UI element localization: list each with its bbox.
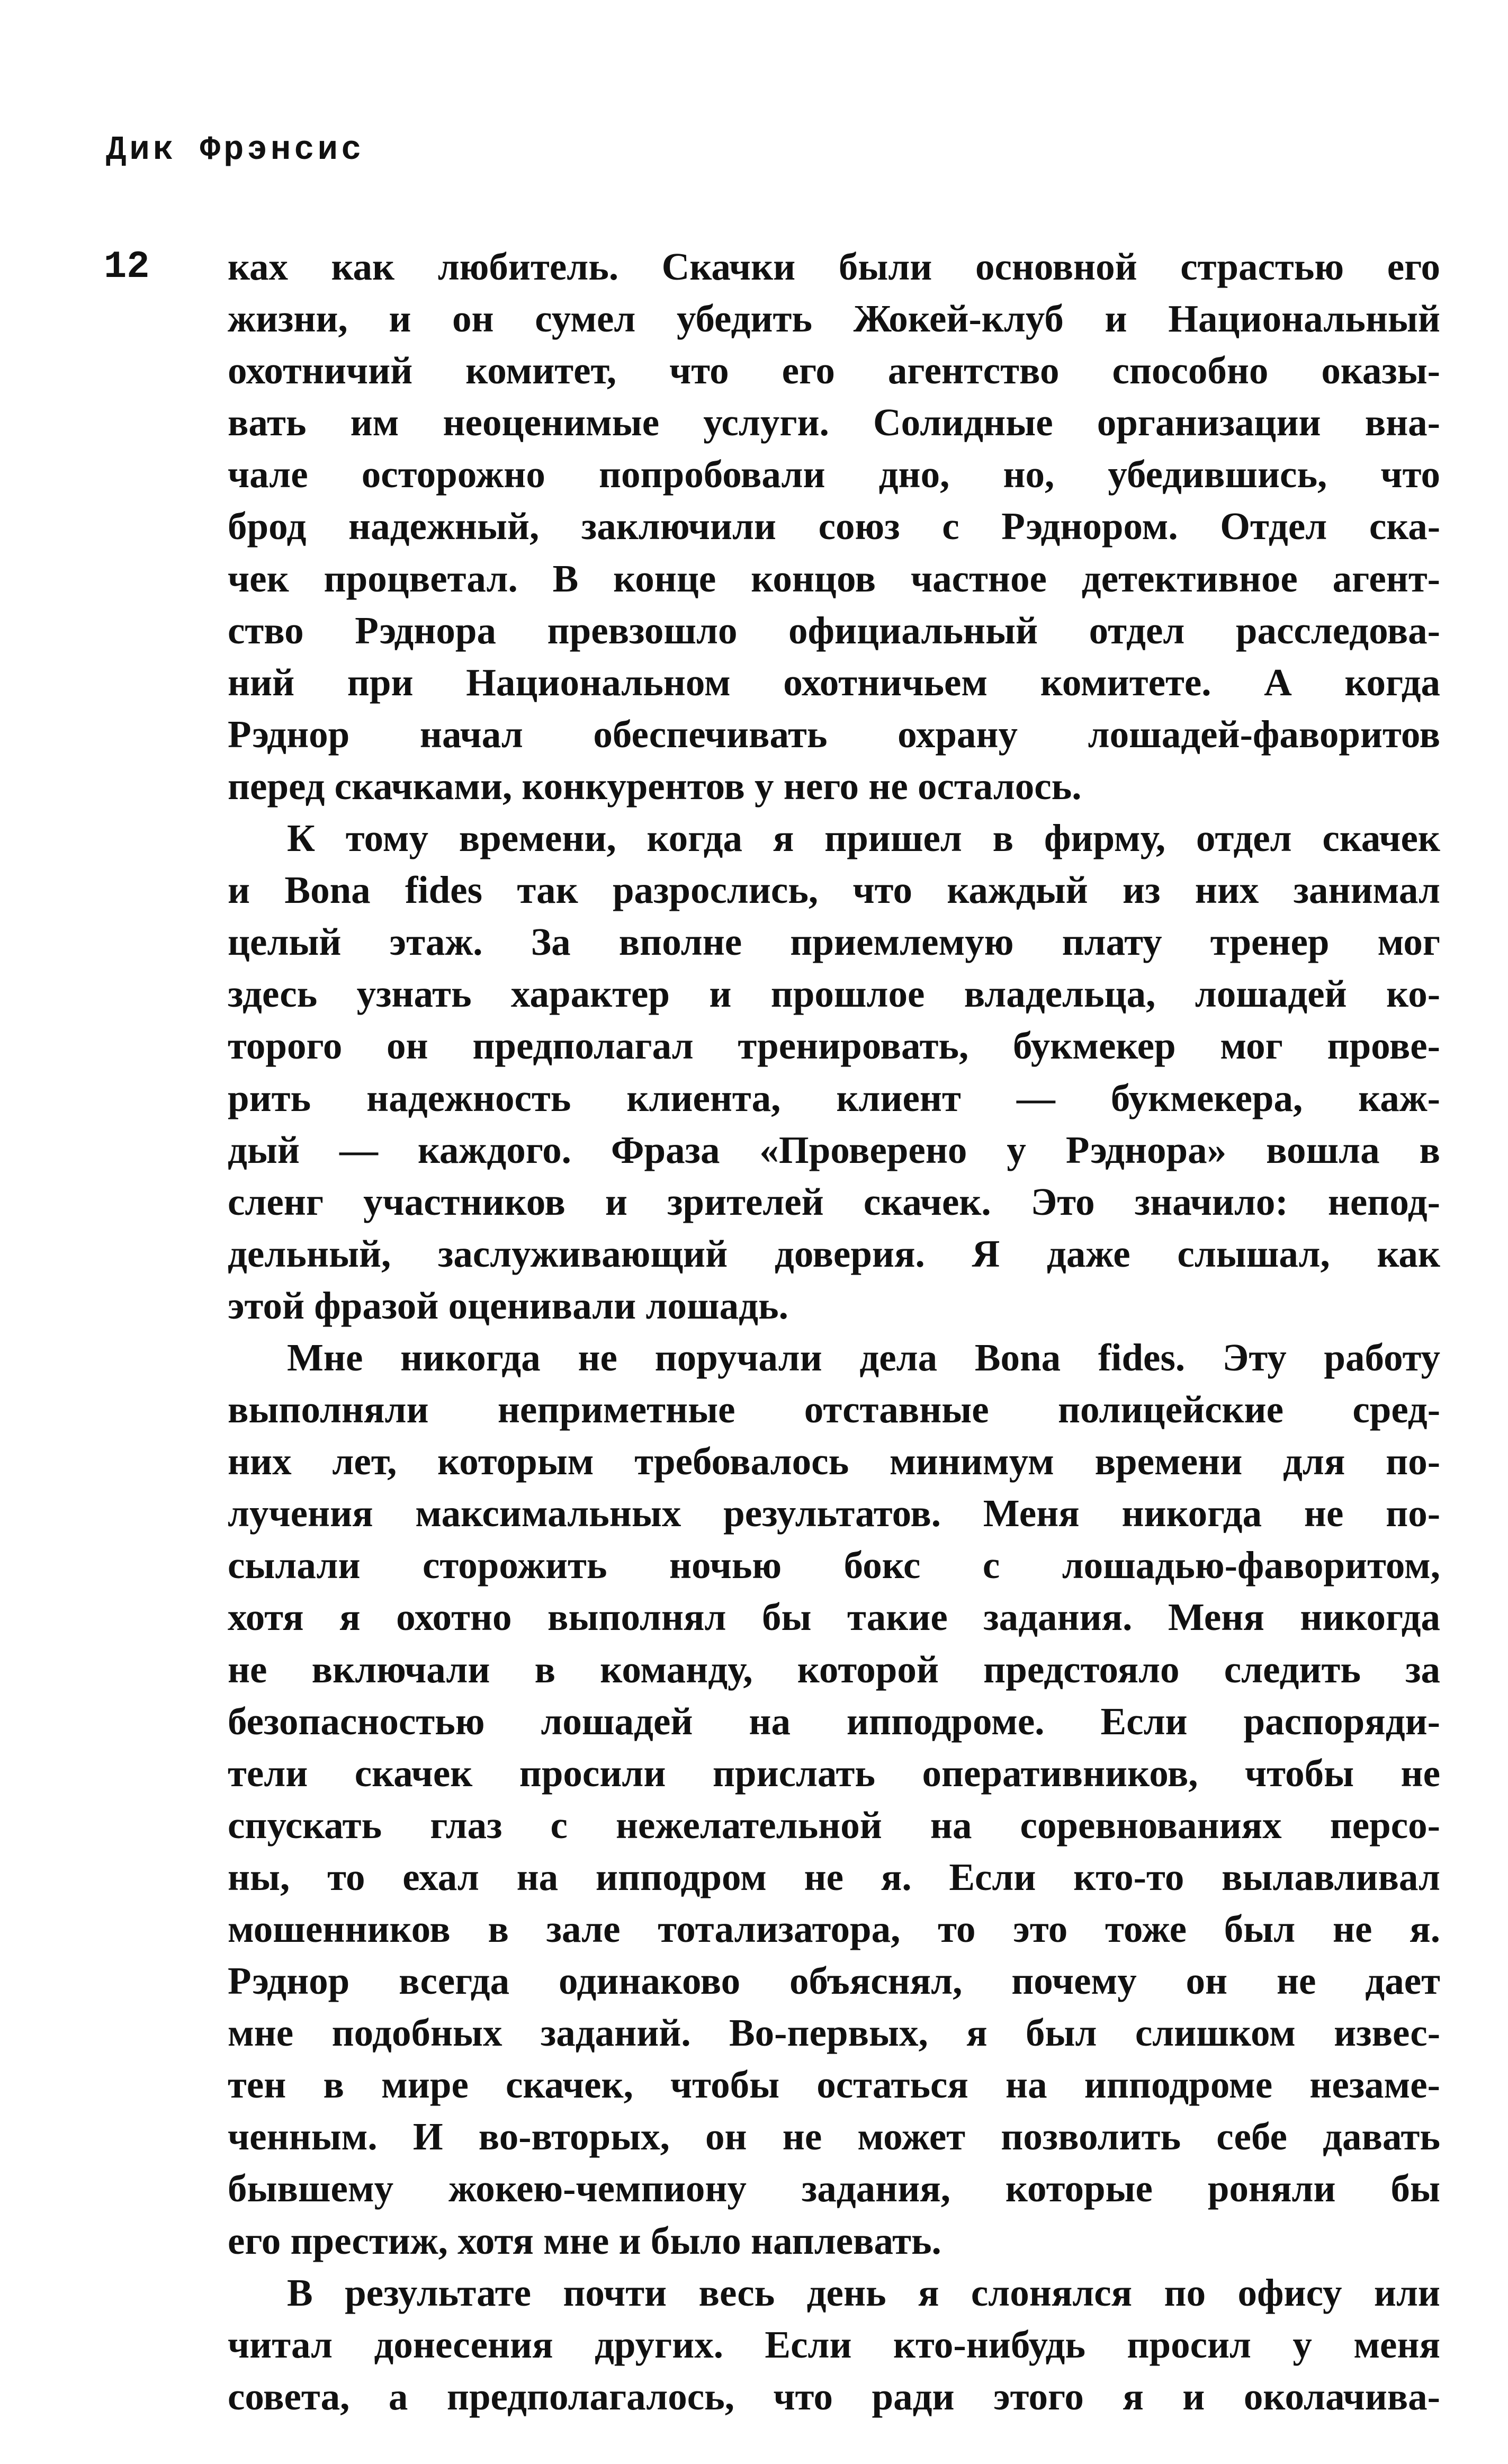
text-line: тен в мире скачек, чтобы остаться на ипподроме незаме- [228,2063,1440,2107]
text-line: тели скачек просили прислать оперативников, чтобы не [228,1751,1440,1795]
text-line: мне подобных заданий. Во-первых, я был слишком извес- [228,2011,1440,2055]
text-line: сленг участников и зрителей скачек. Это значило: непод- [228,1180,1440,1223]
running-header-author: Дик Фрэнсис [106,131,365,169]
text-line: его престиж, хотя мне и было наплевать. [228,2219,941,2262]
text-line: дельный, заслуживающий доверия. Я даже слышал, как [228,1232,1440,1275]
text-line: хотя я охотно выполнял бы такие задания. Меня никогда [228,1596,1440,1639]
body-text [228,241,1440,2423]
text-line: безопасностью лошадей на ипподроме. Если распоряди- [228,1699,1440,1743]
text-line: охотничий комитет, что его агентство способно оказы- [228,349,1440,392]
text-line: брод надежный, заключили союз с Рэднором. Отдел ска- [228,505,1440,548]
text-line: бывшему жокею-чемпиону задания, которые роняли бы [228,2167,1440,2210]
text-line: ний при Национальном охотничьем комитете. А когда [228,660,1440,704]
text-line: выполняли неприметные отставные полицейские сред- [228,1388,1440,1431]
text-line: этой фразой оценивали лошадь. [228,1284,788,1327]
text-line: ство Рэднора превзошло официальный отдел расследова- [228,608,1440,652]
text-line: вать им неоценимые услуги. Солидные организации вна- [228,401,1440,444]
text-line: не включали в команду, которой предстояло следить за [228,1647,1440,1691]
paragraph-first-line: Мне никогда не поручали дела Bona fides. Эту работу [287,1336,1440,1379]
text-line: ках как любитель. Скачки были основной страстью его [228,245,1440,288]
text-line: мошенников в зале тотализатора, то это тоже был не я. [228,1907,1440,1950]
text-line: рить надежность клиента, клиент — букмекера, каж- [228,1076,1440,1119]
text-line: и Bona fides так разрослись, что каждый из них занимал [228,868,1440,912]
text-line: здесь узнать характер и прошлое владельца, лошадей ко- [228,972,1440,1016]
text-line: чек процветал. В конце концов частное детективное агент- [228,557,1440,600]
text-line: целый этаж. За вполне приемлемую плату тренер мог [228,920,1440,964]
text-line: Рэднор всегда одинаково объяснял, почему он не дает [228,1959,1440,2003]
text-line: Рэднор начал обеспечивать охрану лошадей-фаворитов [228,712,1440,756]
text-line: них лет, которым требовалось минимум времени для по- [228,1440,1440,1483]
text-line: перед скачками, конкурентов у него не осталось. [228,764,1082,808]
text-line: читал донесения других. Если кто-нибудь просил у меня [228,2323,1440,2366]
paragraph-first-line: К тому времени, когда я пришел в фирму, отдел скачек [287,817,1440,860]
text-line: торого он предполагал тренировать, букмекер мог прове- [228,1024,1440,1068]
text-line: совета, а предполагалось, что ради этого я и околачива- [228,2375,1440,2418]
text-line: дый — каждого. Фраза «Проверено у Рэднора» вошла в [228,1128,1440,1171]
text-line: чале осторожно попробовали дно, но, убедившись, что [228,453,1440,496]
text-line: сылали сторожить ночью бокс с лошадью-фаворитом, [228,1544,1440,1587]
text-line: спускать глаз с нежелательной на соревнованиях персо- [228,1803,1440,1847]
text-line: ны, то ехал на ипподром не я. Если кто-то вылавливал [228,1855,1440,1898]
page-number: 12 [104,245,150,289]
text-line: лучения максимальных результатов. Меня никогда не по- [228,1492,1440,1535]
paragraph-first-line: В результате почти весь день я слонялся по офису или [287,2271,1440,2314]
text-line: жизни, и он сумел убедить Жокей-клуб и Национальный [228,297,1440,341]
text-line: ченным. И во-вторых, он не может позволить себе давать [228,2115,1440,2158]
